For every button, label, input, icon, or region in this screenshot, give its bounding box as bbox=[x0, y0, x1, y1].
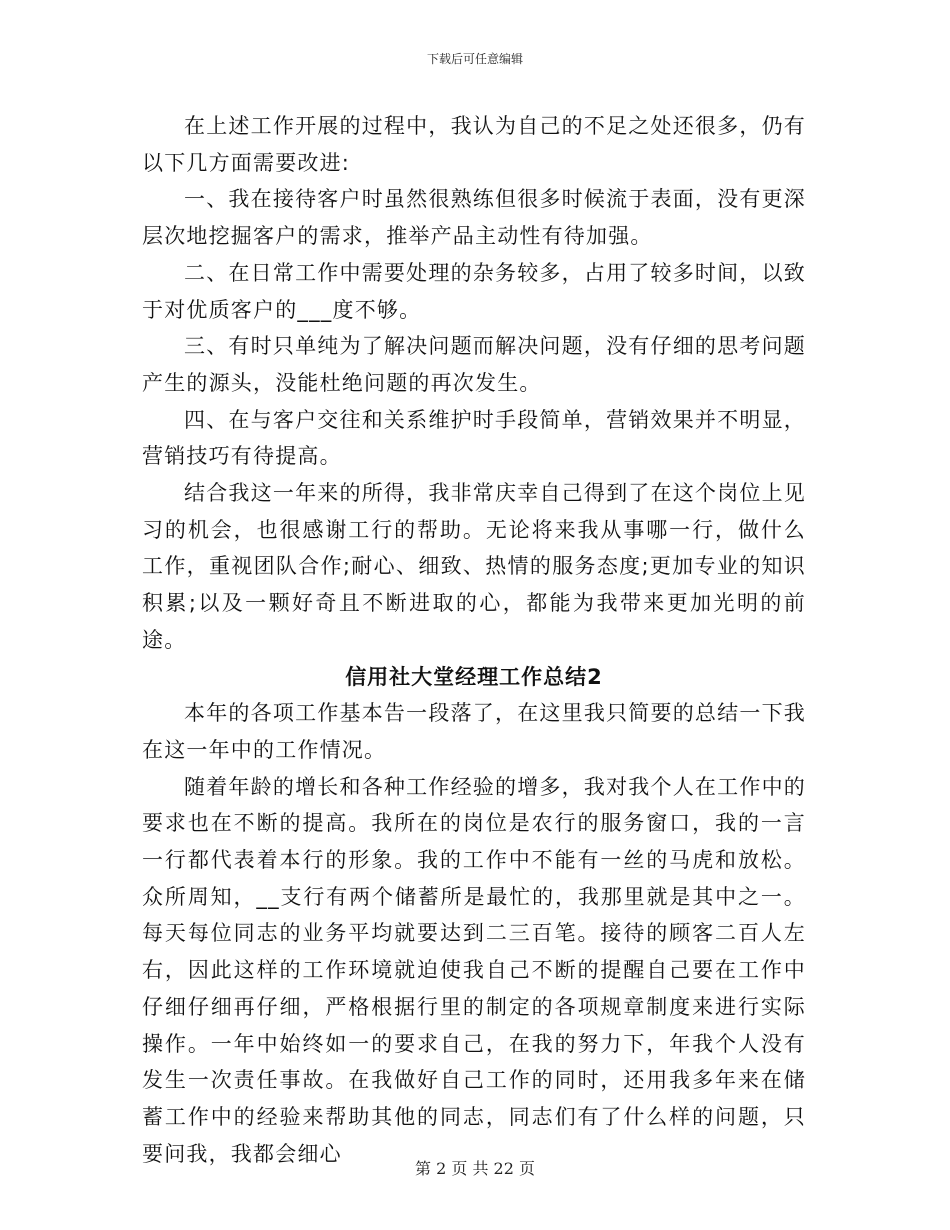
page-header-note: 下载后可任意编辑 bbox=[426, 52, 523, 66]
document-body bbox=[142, 108, 806, 1172]
paragraph-point-1: 一、我在接待客户时虽然很熟练但很多时候流于表面，没有更深层次地挖掘客户的需求，推举产品主动性有待加强。 bbox=[142, 187, 806, 249]
paragraph-section2-intro: 本年的各项工作基本告一段落了，在这里我只简要的总结一下我在这一年中的工作情况。 bbox=[142, 701, 806, 762]
paragraph-point-2: 二、在日常工作中需要处理的杂务较多，占用了较多时间，以致于对优质客户的___度不够。 bbox=[142, 260, 806, 322]
paragraph-conclusion: 结合我这一年来的所得，我非常庆幸自己得到了在这个岗位上见习的机会，也很感谢工行的帮助。无论将来我从事哪一行，做什么工作，重视团队合作;耐心、细致、热情的服务态度;更加专业的知识积累;以及一颗好奇且不断进取的心，都能为我带来更加光明的前途。 bbox=[142, 481, 806, 652]
paragraph-point-3: 三、有时只单纯为了解决问题而解决问题，没有仔细的思考问题产生的源头，没能杜绝问题的再次发生。 bbox=[142, 334, 806, 395]
paragraph-point-4: 四、在与客户交往和关系维护时手段简单，营销效果并不明显，营销技巧有待提高。 bbox=[142, 407, 806, 469]
section-title: 信用社大堂经理工作总结2 bbox=[345, 664, 603, 689]
paragraph-intro: 在上述工作开展的过程中，我认为自己的不足之处还很多，仍有以下几方面需要改进: bbox=[142, 114, 806, 175]
paragraph-section2-body: 随着年龄的增长和各种工作经验的增多，我对我个人在工作中的要求也在不断的提高。我所在的岗位是农行的服务窗口，我的一言一行都代表着本行的形象。我的工作中不能有一丝的马虎和放松。众所周知，__支行有两个储蓄所是最忙的，我那里就是其中之一。每天每位同志的业务平均就要达到二三百笔。接待的顾客二百人左右，因此这样的工作环境就迫使我自己不断的提醒自己要在工作中仔细仔细再仔细，严格根据行里的制定的各项规章制度来进行实际操作。一年中始终如一的要求自己，在我的努力下，年我个人没有发生一次责任事故。在我做好自己工作的同时，还用我多年来在储蓄工作中的经验来帮助其他的同志，同志们有了什么样的问题，只要问我，我都会细心 bbox=[142, 774, 806, 1166]
page-number: 第 2 页 共 22 页 bbox=[415, 1159, 535, 1178]
